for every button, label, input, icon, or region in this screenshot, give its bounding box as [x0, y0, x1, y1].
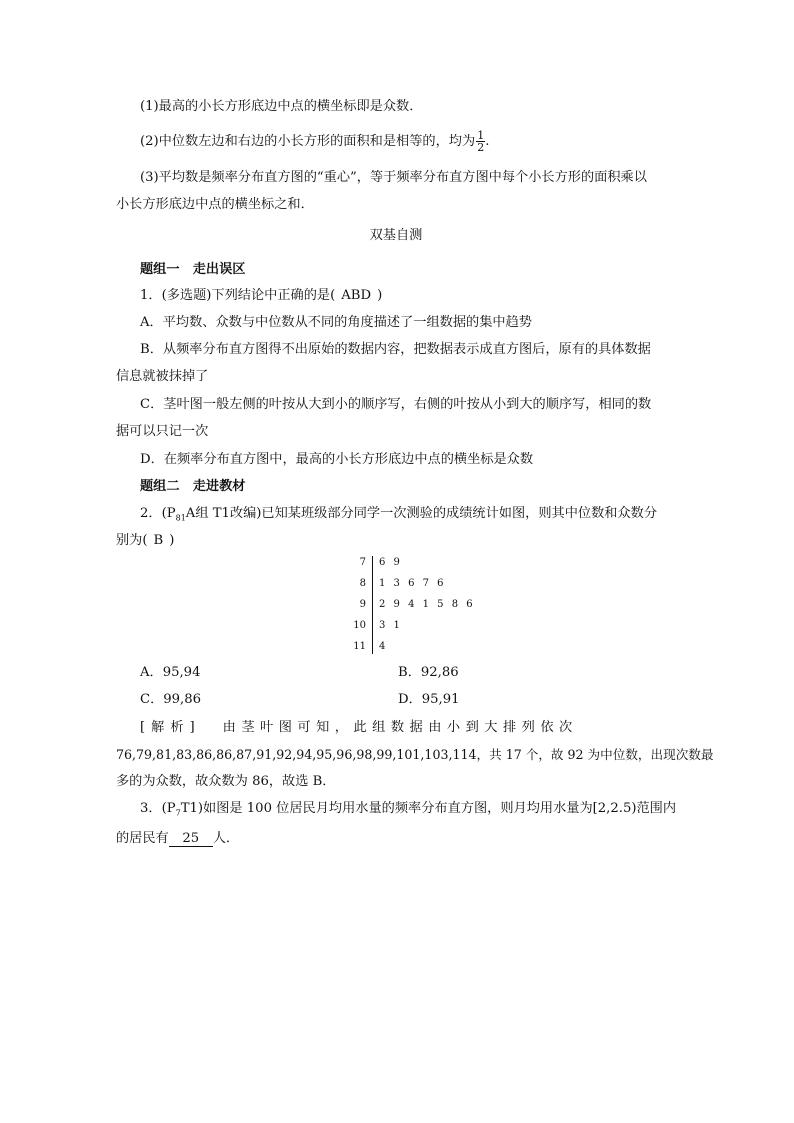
stem-value: 11 — [353, 641, 366, 652]
question-2-option-b: B．92,86 — [398, 665, 459, 680]
leaf-values: 2 9 4 1 5 8 6 — [379, 599, 473, 610]
question-1-stem — [140, 287, 676, 305]
question-2-line-2-prefix: 别为( — [116, 533, 148, 548]
question-2-prefix: 2．(P — [140, 506, 176, 521]
question-2-line-2-suffix: ) — [169, 533, 175, 548]
intro-item-2 — [140, 130, 676, 153]
analysis-label: [解析] — [140, 720, 201, 735]
stem-leaf-divider — [372, 556, 373, 654]
fraction-one-half — [476, 130, 485, 153]
leaf-values: 6 9 — [379, 557, 400, 568]
question-1-option-c-line-1: C．茎叶图一般左侧的叶按从大到小的顺序写，右侧的叶按从小到大的顺序写，相同的数 — [140, 397, 652, 412]
question-1-suffix: ) — [377, 288, 383, 303]
intro-item-1: (1)最高的小长方形底边中点的横坐标即是众数． — [140, 99, 423, 114]
question-2-analysis-line-1 — [140, 719, 676, 737]
question-1-option-d: D．在频率分布直方图中，最高的小长方形底边中点的横坐标是众数 — [140, 452, 534, 467]
stem-value: 9 — [359, 599, 366, 610]
question-3-stem-line-1 — [140, 800, 676, 818]
intro-item-3-line-2: 小长方形底边中点的横坐标之和． — [116, 197, 314, 212]
question-2-text: A组 T1改编)已知某班级部分同学一次测验的成绩统计如图，则其中位数和众数分 — [185, 506, 658, 521]
question-3-text: T1)如图是 100 位居民月均用水量的频率分布直方图，则月均用水量为[2,2.5)范围内 — [180, 801, 677, 816]
leaf-values: 4 — [379, 641, 386, 652]
question-1-option-b-line-1: B．从频率分布直方图得不出原始的数据内容，把数据表示成直方图后，原有的具体数据 — [140, 342, 651, 357]
analysis-text: 由茎叶图可知，此组数据由小到大排列依次 — [222, 720, 578, 735]
stem-value: 8 — [359, 578, 366, 589]
intro-item-2-end: . — [485, 134, 490, 149]
group-1-title: 题组一 走出误区 — [140, 262, 246, 277]
question-2-page-subscript: 81 — [175, 513, 186, 523]
question-3-page-subscript: 7 — [175, 808, 181, 818]
question-2-stem-line-2 — [116, 532, 676, 550]
group-2-title: 题组二 走进教材 — [140, 479, 246, 494]
question-2-option-d: D．95,91 — [398, 692, 460, 707]
intro-item-2-text: (2)中位数左边和右边的小长方形的面积和是相等的，均为 — [140, 134, 476, 149]
question-1-answer: ABD — [341, 288, 372, 303]
question-2-option-a: A．95,94 — [140, 665, 201, 680]
leaf-values: 3 1 — [379, 620, 400, 631]
question-1-option-c-line-2: 据可以只记一次 — [116, 424, 209, 439]
leaf-values: 1 3 6 7 6 — [379, 578, 444, 589]
question-2-analysis-line-3: 多的为众数，故众数为 86，故选 B． — [116, 774, 336, 789]
question-3-prefix: 3．(P — [140, 801, 176, 816]
question-2-option-c: C．99,86 — [140, 692, 202, 707]
question-3-answer-blank: 25 — [169, 831, 213, 847]
question-3-line-2-prefix: 的居民有 — [116, 831, 169, 846]
question-3-line-2-suffix: 人． — [212, 831, 240, 846]
question-2-stem-line-1 — [140, 505, 676, 523]
stem-leaf-plot — [344, 556, 484, 656]
question-3-stem-line-2 — [116, 830, 676, 848]
stem-value: 7 — [359, 557, 366, 568]
fraction-denominator: 2 — [477, 141, 485, 154]
question-1-prefix: 1．(多选题)下列结论中正确的是( — [140, 288, 336, 303]
question-1-option-a: A．平均数、众数与中位数从不同的角度描述了一组数据的集中趋势 — [140, 315, 532, 330]
section-title: 双基自测 — [369, 228, 423, 243]
question-2-analysis-line-2: 76,79,81,83,86,86,87,91,92,94,95,96,98,99,101,103,114，共 17 个，故 92 为中位数，出现次数最 — [116, 747, 714, 762]
question-1-option-b-line-2: 信息就被抹掉了 — [116, 369, 209, 384]
stem-value: 10 — [353, 620, 366, 631]
fraction-numerator: 1 — [477, 129, 485, 142]
intro-item-3-line-1: (3)平均数是频率分布直方图的“重心”，等于频率分布直方图中每个小长方形的面积乘以 — [140, 170, 647, 185]
question-2-answer: B — [153, 533, 164, 548]
